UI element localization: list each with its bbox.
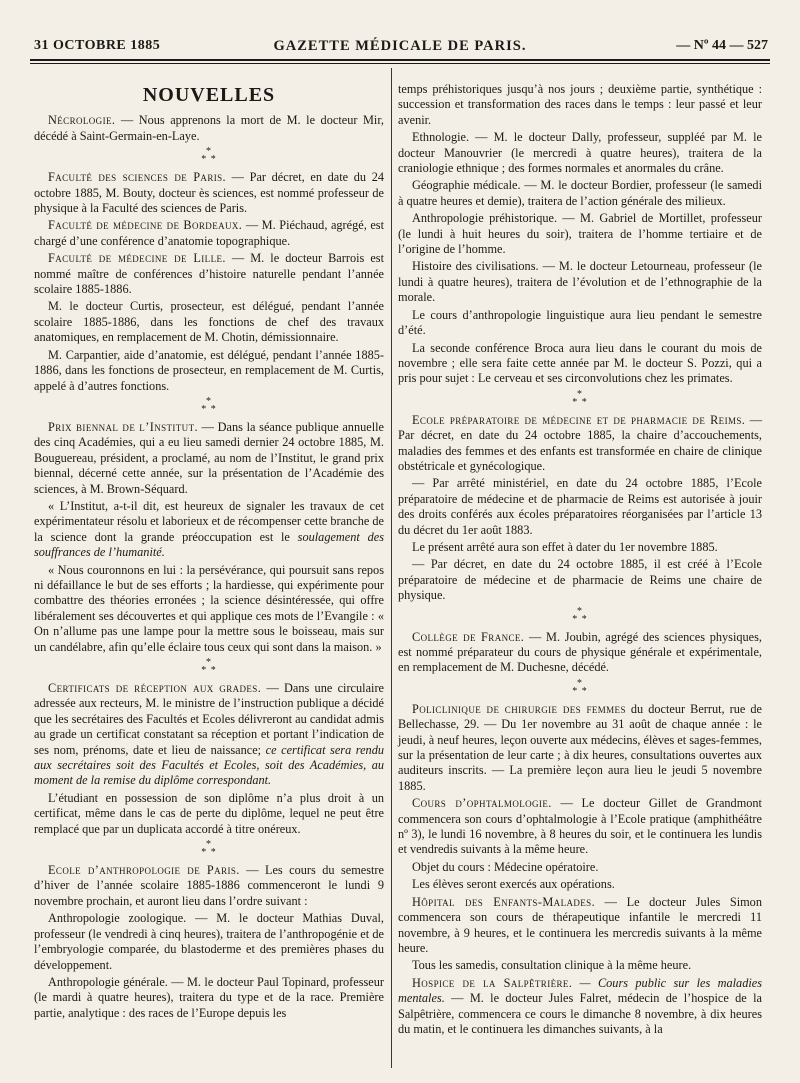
paragraph-salpetriere <box>398 976 762 1038</box>
section-title: NOUVELLES <box>142 84 276 106</box>
rubric-heading: Faculté de médecine de Bordeaux. <box>48 218 243 233</box>
paragraph-text: — Dans une circulaire adressée aux recteurs, M. le ministre de l’instruction publique a décidé que les secrétaires des Facultés et Ecoles délivreront au candidat admis au grade un certificat constatant sa réception et portant l’indication de ses nom, prénoms, date et lieu de naissance; <box>34 681 384 757</box>
paragraph-institut-quote <box>34 499 384 561</box>
rubric-heading: Prix biennal de l’Institut. <box>48 419 198 434</box>
paragraph-bordeaux <box>34 218 384 249</box>
paragraph-text: — Le docteur Gillet de Grandmont commencera son cours d’ophtalmologie à l’Ecole pratique (amphithéâtre nº 3), le lundi 16 novembre, à 8 heures du soir, et le continuera les lundis et vendredis suivants à la même heure. <box>398 796 762 857</box>
paragraph-generale: Anthropologie générale. — M. le docteur Paul Topinard, professeur (le mardi à quatre heures), traitera du type et de la race. Première partie, analytique : des races de l’Europe depuis les <box>34 974 384 1020</box>
paragraph-arrete: — Par arrêté ministériel, en date du 24 octobre 1885, l’Ecole préparatoire de médecine et de pharmacie de Reims est autorisée à jouir des droits conférés aux écoles préparatoires réorganisées par l’article 13 du décret du 1er août 1883. <box>398 476 762 537</box>
rubric-heading: Certificats de réception aux grades. <box>48 681 262 695</box>
page-number: — Nº 44 — 527 <box>676 38 768 53</box>
paragraph-ophtalmologie <box>398 796 762 858</box>
paragraph-text: — Les cours du semestre d’hiver de l’année scolaire 1885-1886 commenceront le lundi 9 novembre prochain, et auront lieu dans l’ordre suivant : <box>34 863 384 908</box>
paragraph-couronnons: « Nous couronnons en lui : la persévérance, qui poursuit sans repos ni défaillance le but de ses efforts ; la hardiesse, qui expérimente pour combattre des théories erronées ; la science désintéressée, qui offre libéralement ses découvertes et qui applique ces mots de l’Evangile : « On n’allume pas une lampe pour la mettre sous le boisseau, mais sur un candélabre, afin qu’elle éclaire tous ceux qui sont dans la maison. » <box>34 562 384 654</box>
rubric-heading: Policlinique de chirurgie des femmes <box>412 701 626 716</box>
left-column <box>34 70 384 1023</box>
rubric-heading: Faculté des sciences de Paris. <box>48 170 227 185</box>
paragraph-text: — Par décret, en date du 24 octobre 1885, la chaire d’accouchements, maladies des femmes et des enfants est transformée en chaire de clinique obstétricale et gynécologique. <box>398 412 762 473</box>
paragraph-linguistique: Le cours d’anthropologie linguistique aura lieu pendant le semestre d’été. <box>398 307 762 338</box>
paragraph-zoologique: Anthropologie zoologique. — M. le docteur Mathias Duval, professeur (le vendredi à cinq heures), traitera de l’anthropogénie et de l’embryologie comparée, du blastoderme et des premières phases du développement. <box>34 911 384 972</box>
paragraph-text: — Le docteur Jules Simon commencera son cours de thérapeutique infantile le mercredi 11 novembre, à 9 heures, et le continuera les mercredis suivants à la même heure. <box>398 894 762 955</box>
separator-stars: * * * <box>572 677 588 697</box>
paragraph-text: — Par décret, en date du 24 octobre 1885, M. Bouty, docteur ès sciences, est nommé professeur de physique à la Faculté des sciences de Paris. <box>34 170 384 216</box>
journal-title: GAZETTE MÉDICALE DE PARIS. <box>273 38 527 54</box>
paragraph-etudiant: L’étudiant en possession de son diplôme n’a plus droit à un certificat, même dans le cas de perte du diplôme, lequel ne peut être remplacé que par un duplicata accordé à titre onéreux. <box>34 790 384 836</box>
italic-text: ce certificat sera rendu aux secrétaires soit des Facultés et Ecoles, soit des Académies, au moment de la remise du diplôme correspondant. <box>34 742 384 788</box>
paragraph-chaire: — Par décret, en date du 24 octobre 1885, il est créé à l’Ecole préparatoire de médecine et de pharmacie de Reims une chaire de physique. <box>398 557 762 603</box>
paragraph-text: — Nous apprenons la mort de M. le docteur Mir, décédé à Saint-Germain-en-Laye. <box>34 113 384 143</box>
paragraph-text: du docteur Berrut, rue de Bellechasse, 29. — Du 1er novembre au 31 août de chaque année : le jeudi, à neuf heures, leçon ouverte aux médecins, élèves et sages-femmes, sur la présentation de leur carte ; à dix heures, consultations ouvertes aux auditeurs inscrits. — La première leçon aura lieu le jeudi 5 novembre 1885. <box>398 701 763 793</box>
paragraph-civilisations: Histoire des civilisations. — M. le docteur Letourneau, professeur (le lundi à quatre heures), traitera de l’évolution et de l’ethnographie de la morale. <box>398 259 762 305</box>
rubric-heading: Faculté de médecine de Lille. <box>48 251 226 266</box>
paragraph-sciences <box>34 170 384 216</box>
paragraph-samedis: Tous les samedis, consultation clinique à la même heure. <box>412 958 692 973</box>
paragraph-certificats <box>34 681 384 789</box>
paragraph-text: — Dans la séance publique annuelle des cinq Académies, qui a eu lieu samedi dernier 24 octobre 1885, M. Bouguereau, président, a proclamé, au nom de l’Institut, le grand prix biennal, décerné cette année, sur la présentation de l’Académie des sciences, à M. Brown-Séquard. <box>34 419 385 496</box>
page-header <box>30 36 770 60</box>
header-rule-thin <box>30 63 770 64</box>
paragraph-lille <box>34 251 384 297</box>
paragraph-carpantier: M. Carpantier, aide d’anatomie, est délégué, pendant l’année 1885-1886, dans les fonctions de prosecteur, en remplacement de M. Curtis, appelé à d’autres fonctions. <box>34 347 384 393</box>
rubric-heading: Ecole préparatoire de médecine et de pharmacie de Reims. <box>412 412 746 427</box>
rubric-heading: Hôpital des Enfants-Malades. <box>412 894 596 909</box>
paragraph-college <box>398 630 762 676</box>
paragraph-reims <box>398 413 762 475</box>
paragraph-text: — M. le docteur Barrois est nommé maître de conférences d’histoire naturelle pendant l’année scolaire 1885-1886. <box>34 251 385 297</box>
separator-stars: * * * <box>201 657 217 676</box>
paragraph-prehistorique: Anthropologie préhistorique. — M. Gabriel de Mortillet, professeur (le lundi à huit heures du soir), traitera de l’homme tertiaire et de l’origine de l’homme. <box>398 211 762 257</box>
paragraph-broca: La seconde conférence Broca aura lieu dans le courant du mois de novembre ; elle sera faite cette année par M. le docteur S. Pozzi, qui a pris pour sujet : Le cerveau et ses circonvolutions chez les primates. <box>398 340 762 386</box>
separator-stars: * * * <box>201 839 217 859</box>
italic-text: — Cours public sur les maladies mentales. <box>398 975 763 1006</box>
paragraph-necrologie <box>34 113 384 144</box>
rubric-heading: Hospice de la Salpêtrière. <box>412 975 573 990</box>
issue-date: 31 OCTOBRE 1885 <box>34 38 161 53</box>
paragraph-continuation: temps préhistoriques jusqu’à nos jours ; deuxième partie, synthétique : succession et transformation des races dans le temps : leur passé et leur avenir. <box>398 82 762 127</box>
separator-stars: * * * <box>572 388 588 408</box>
column-divider <box>391 68 392 1068</box>
paragraph-geographie: Géographie médicale. — M. le docteur Bordier, professeur (le samedi à quatre heures et demie), traitera de l’action générale des milieux. <box>398 178 762 208</box>
paragraph-text: « L’Institut, a-t-il dit, est heureux de signaler les travaux de cet expérimentateur résolu et laborieux et de récompenser cette branche de la science dont la grande préoccupation est le <box>34 498 384 544</box>
rubric-heading: Cours d’ophtalmologie. <box>412 796 552 811</box>
paragraph-enfants-malades <box>398 895 762 957</box>
header-rule <box>30 59 770 61</box>
paragraph-objet: Objet du cours : Médecine opératoire. <box>412 859 599 874</box>
paragraph-policlinique <box>398 702 762 794</box>
paragraph-curtis: M. le docteur Curtis, prosecteur, est délégué, pendant l’année scolaire 1885-1886, dans les fonctions de chef des travaux anatomiques, en remplacement de M. Chotin, démissionnaire. <box>34 299 384 345</box>
paragraph-ethnologie: Ethnologie. — M. le docteur Dally, professeur, suppléé par M. le docteur Manouvrier (le mercredi à quatre heures), traitera de la craniologie ethnique ; des formes normales et anormales du crâne. <box>398 130 762 176</box>
paragraph-text: — M. le docteur Jules Falret, médecin de l’hospice de la Salpêtrière, commencera ce cours le dimanche 8 novembre, à dix heures du matin, et le continuera les dimanches suivants, à la <box>398 991 762 1036</box>
right-column <box>398 82 762 1039</box>
italic-text: soulagement des souffrances de l’humanité. <box>34 529 384 560</box>
paragraph-eleves: Les élèves seront exercés aux opérations. <box>412 877 615 892</box>
paragraph-text: — M. Piéchaud, agrégé, est chargé d’une conférence d’anatomie topographique. <box>34 218 384 248</box>
rubric-heading: Ecole d’anthropologie de Paris. <box>48 863 240 878</box>
separator-stars: * * * <box>572 605 588 625</box>
paragraph-present: Le présent arrêté aura son effet à dater du 1er novembre 1885. <box>412 539 718 554</box>
paragraph-anthropologie <box>34 863 384 909</box>
separator-stars: * * * <box>201 146 217 166</box>
paragraph-text: — M. Joubin, agrégé des sciences physiques, est nommé préparateur du cours de physique générale et expérimentale, en remplacement de M. Duchesne, décédé. <box>398 629 762 675</box>
rubric-heading: Collège de France. <box>412 629 525 644</box>
paragraph-prix <box>34 420 384 497</box>
separator-stars: * * * <box>201 395 217 415</box>
rubric-heading: Nécrologie. <box>48 113 116 128</box>
